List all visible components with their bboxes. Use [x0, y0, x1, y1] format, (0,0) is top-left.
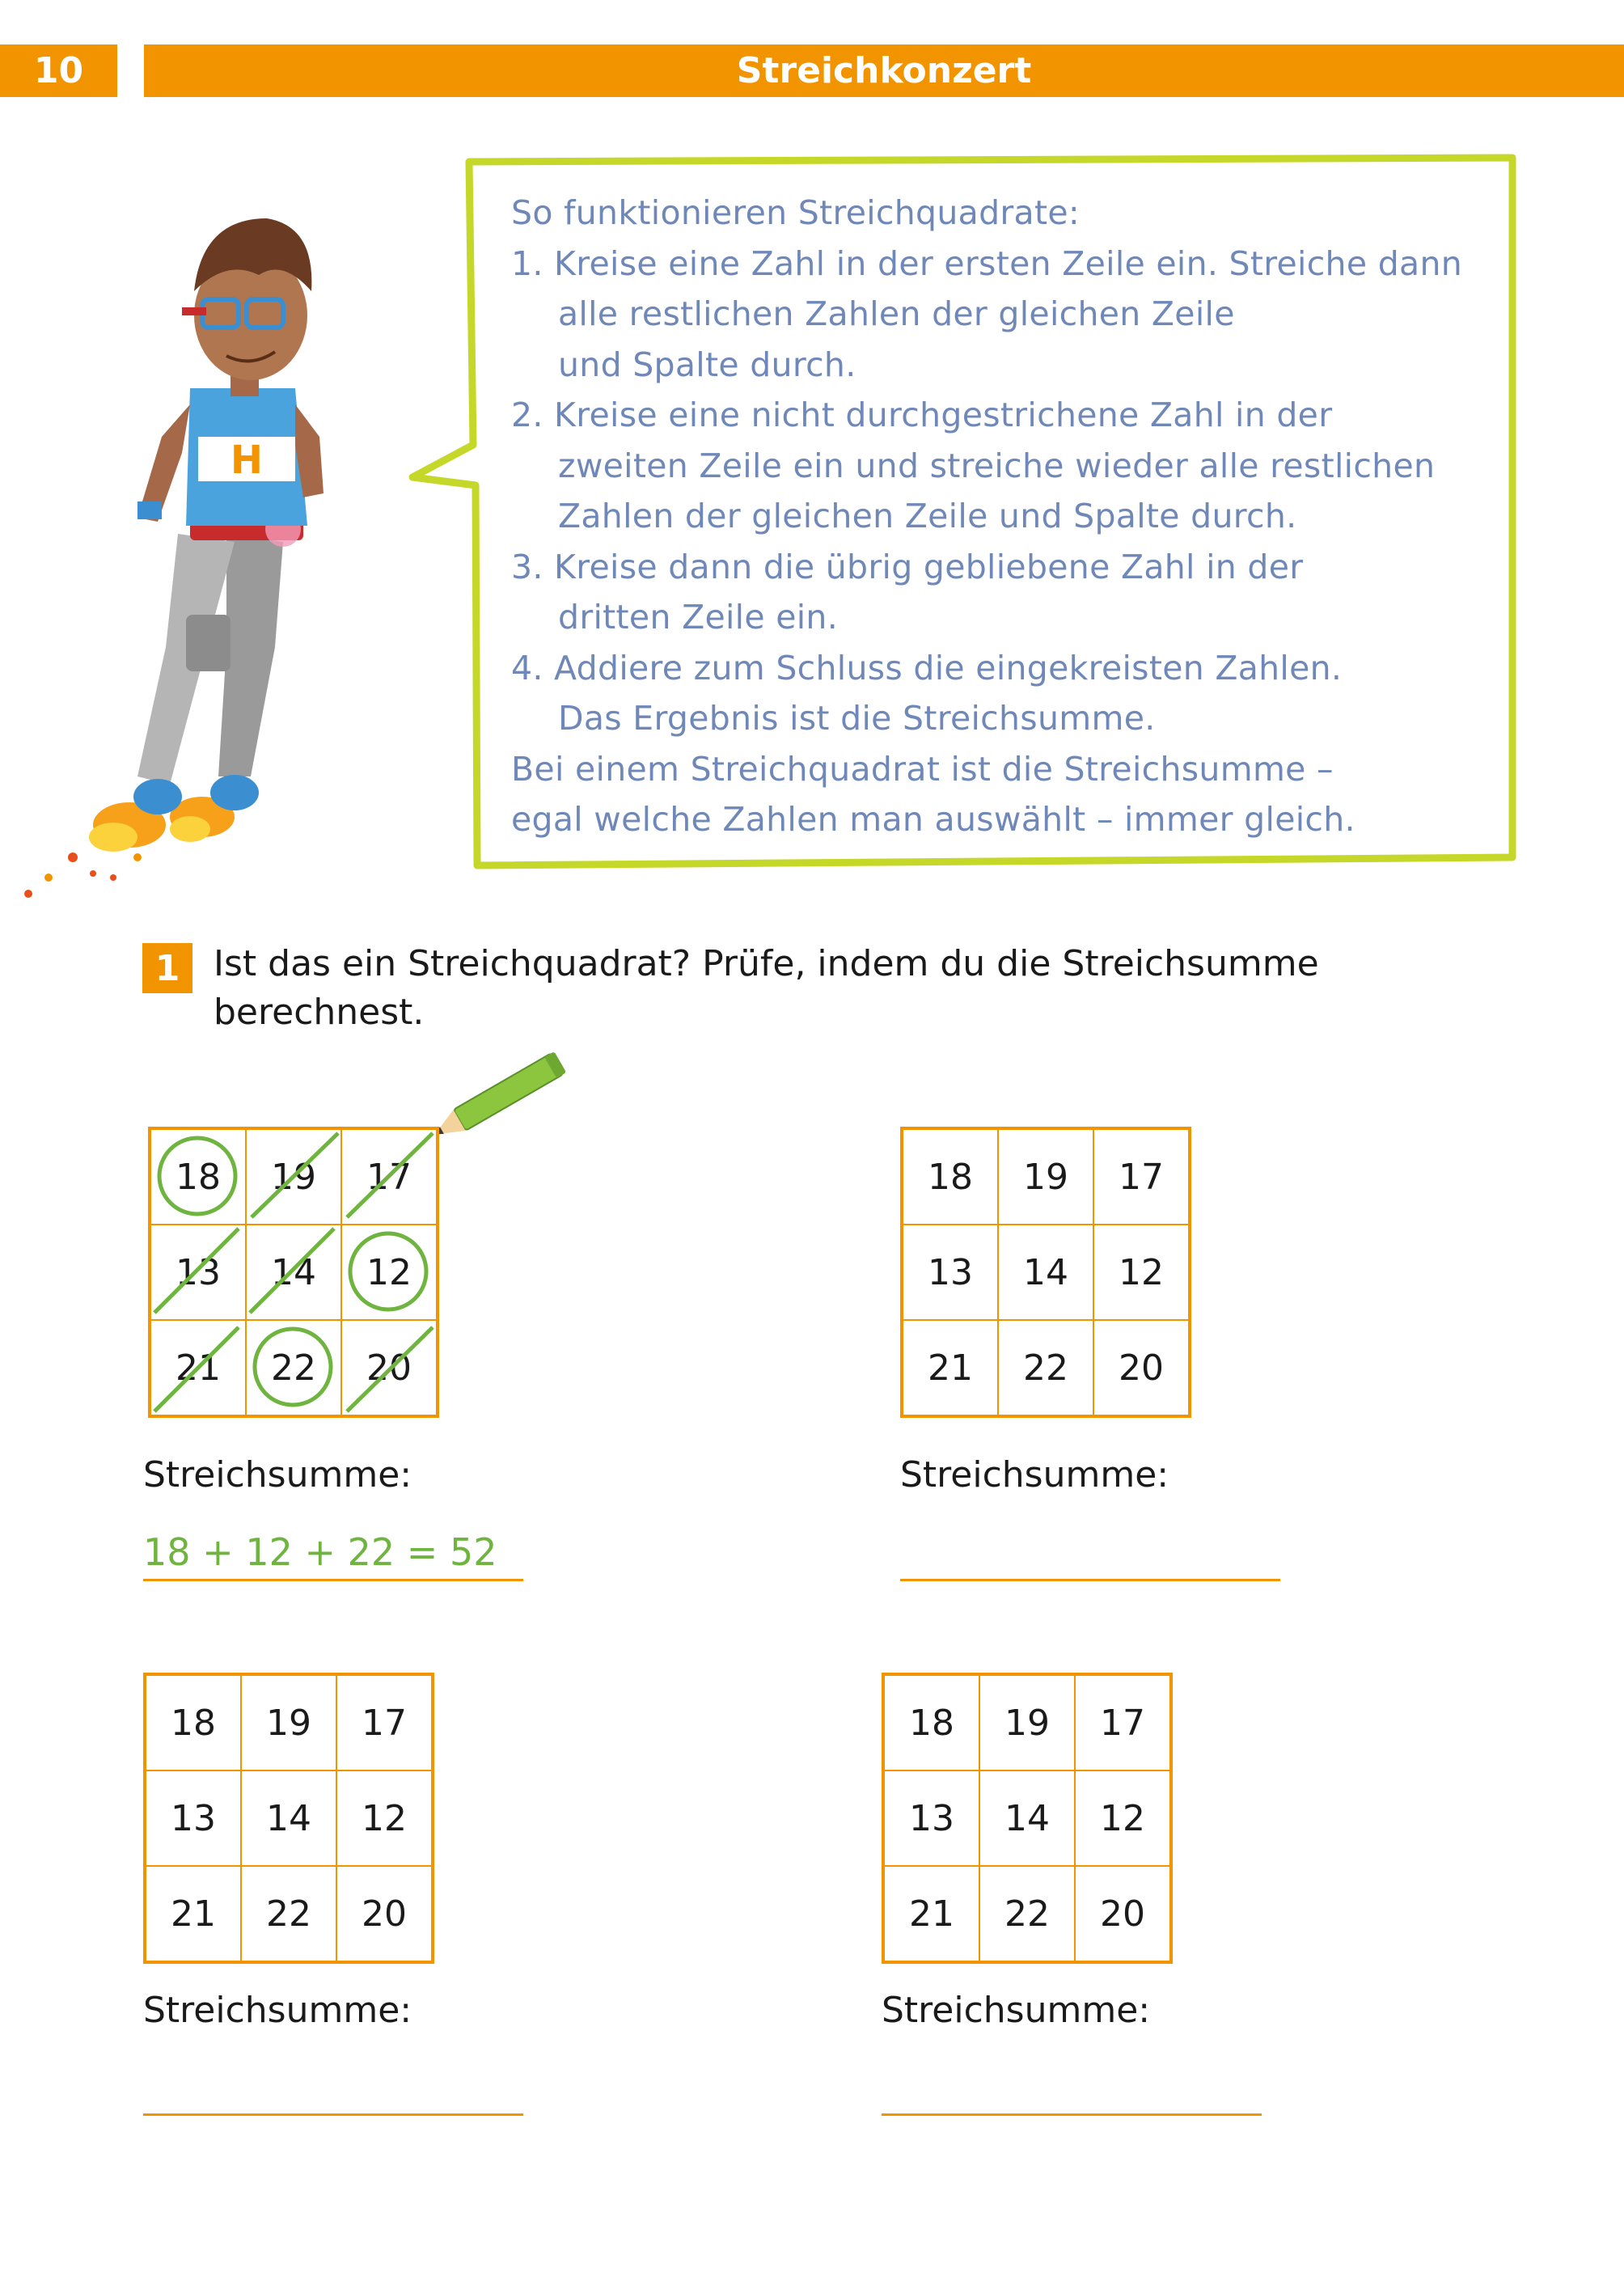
grid-cell: 22 — [246, 1320, 341, 1415]
grid-cell: 12 — [1093, 1225, 1189, 1320]
grid-cell: 17 — [341, 1129, 437, 1225]
grid-cell: 14 — [998, 1225, 1093, 1320]
grid-cell: 20 — [341, 1320, 437, 1415]
answer-line — [143, 2113, 523, 2116]
grid-cell: 12 — [336, 1771, 432, 1866]
grid-cell: 17 — [336, 1675, 432, 1771]
example-answer: 18 + 12 + 22 = 52 — [143, 1530, 497, 1574]
grid-cell: 18 — [150, 1129, 246, 1225]
grid-cell: 12 — [341, 1225, 437, 1320]
grid-cell: 14 — [241, 1771, 336, 1866]
grid-cell: 17 — [1075, 1675, 1170, 1771]
answer-line — [882, 2113, 1262, 2116]
grid-cell: 13 — [146, 1771, 241, 1866]
instructions-line: und Spalte durch. — [558, 345, 856, 384]
instructions-line: Zahlen der gleichen Zeile und Spalte durch. — [558, 497, 1297, 535]
streichquadrat-example — [148, 1127, 439, 1418]
streichsumme-label: Streichsumme: — [143, 1990, 412, 2031]
grid-cell: 21 — [146, 1866, 241, 1961]
instructions-line: So funktionieren Streichquadrate: — [511, 193, 1080, 232]
grid-cell: 13 — [150, 1225, 246, 1320]
streichsumme-label: Streichsumme: — [900, 1454, 1169, 1496]
grid-cell: 13 — [884, 1771, 979, 1866]
grid-cell: 19 — [979, 1675, 1075, 1771]
grid-cell: 14 — [246, 1225, 341, 1320]
streichsumme-label: Streichsumme: — [882, 1990, 1151, 2031]
task-text-line: Ist das ein Streichquadrat? Prüfe, indem du die Streichsumme — [214, 943, 1319, 984]
task-text-line: berechnest. — [214, 992, 425, 1033]
grid-cell: 19 — [998, 1129, 1093, 1225]
shirt-letter: H — [230, 438, 264, 483]
pencil-icon — [421, 1043, 582, 1149]
grid-cell: 19 — [246, 1129, 341, 1225]
grid-cell: 22 — [979, 1866, 1075, 1961]
streichquadrat-4 — [882, 1673, 1173, 1964]
grid-cell: 22 — [998, 1320, 1093, 1415]
grid-cell: 20 — [1093, 1320, 1189, 1415]
grid-cell: 20 — [336, 1866, 432, 1961]
task-number-badge: 1 — [142, 943, 192, 993]
instructions-line: 1. Kreise eine Zahl in der ersten Zeile ein. Streiche dann — [511, 243, 1463, 283]
task-text — [214, 940, 1427, 1037]
grid-cell: 13 — [903, 1225, 998, 1320]
grid-cell: 14 — [979, 1771, 1075, 1866]
instructions-line: 2. Kreise eine nicht durchgestrichene Zahl in der — [511, 396, 1333, 434]
instructions-line: zweiten Zeile ein und streiche wieder alle restlichen — [558, 446, 1436, 485]
instructions-line: dritten Zeile ein. — [558, 598, 839, 637]
grid-cell: 21 — [884, 1866, 979, 1961]
grid-cell: 21 — [150, 1320, 246, 1415]
grid-cell: 12 — [1075, 1771, 1170, 1866]
instructions-line: Das Ergebnis ist die Streichsumme. — [558, 699, 1156, 738]
grid-cell: 22 — [241, 1866, 336, 1961]
streichsumme-label: Streichsumme: — [143, 1454, 412, 1496]
page-number: 10 — [0, 44, 117, 97]
instructions-text — [511, 188, 1482, 845]
grid-cell: 18 — [884, 1675, 979, 1771]
grid-cell: 18 — [146, 1675, 241, 1771]
answer-line — [143, 1579, 523, 1581]
answer-line — [900, 1579, 1280, 1581]
grid-cell: 21 — [903, 1320, 998, 1415]
instructions-line: 4. Addiere zum Schluss die eingekreisten Zahlen. — [511, 648, 1343, 687]
streichquadrat-2 — [900, 1127, 1191, 1418]
grid-cell: 18 — [903, 1129, 998, 1225]
instructions-line: alle restlichen Zahlen der gleichen Zeile — [558, 294, 1235, 333]
streichquadrat-3 — [143, 1673, 434, 1964]
rocket-flames — [24, 797, 235, 898]
instructions-line: 3. Kreise dann die übrig gebliebene Zahl in der — [511, 547, 1304, 586]
grid-cell: 20 — [1075, 1866, 1170, 1961]
page-title: Streichkonzert — [144, 44, 1624, 97]
grid-cell: 17 — [1093, 1129, 1189, 1225]
instructions-line: egal welche Zahlen man auswählt – immer gleich. — [511, 800, 1355, 839]
instructions-line: Bei einem Streichquadrat ist die Streichsumme – — [511, 749, 1334, 789]
grid-cell: 19 — [241, 1675, 336, 1771]
